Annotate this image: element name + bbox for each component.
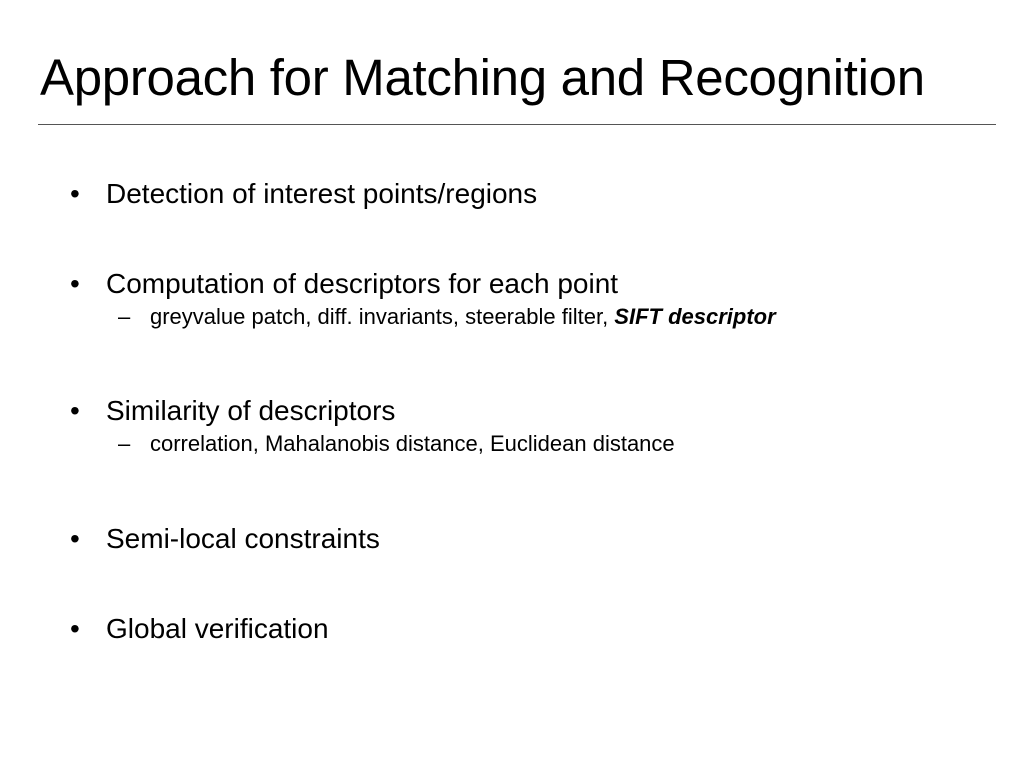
- bullet-marker: •: [70, 395, 80, 426]
- bullet-item-descriptors: [0, 266, 1024, 332]
- bullet-marker: •: [70, 613, 80, 644]
- bullet-text: Computation of descriptors for each point: [106, 268, 619, 299]
- bullet-text: Semi-local constraints: [106, 523, 380, 554]
- bullet-marker: •: [70, 268, 80, 299]
- sub-bullet-text: [150, 302, 776, 332]
- bullet-item-global-verification: [0, 611, 1024, 647]
- bullet-item-detection: [0, 176, 1024, 212]
- bullet-marker: •: [70, 523, 80, 554]
- title-divider: [38, 124, 996, 125]
- sub-bullet-emphasis-text: SIFT descriptor: [614, 304, 776, 329]
- bullet-marker: •: [70, 178, 80, 209]
- sub-bullet-marker: –: [118, 431, 131, 456]
- sub-bullet-item: [0, 302, 1024, 332]
- bullet-item-semi-local: [0, 521, 1024, 557]
- slide-title: Approach for Matching and Recognition: [40, 49, 925, 106]
- sub-bullet-marker: –: [118, 304, 131, 329]
- sub-bullet-text: correlation, Mahalanobis distance, Euclidean distance: [150, 431, 675, 456]
- bullet-text: Similarity of descriptors: [106, 395, 396, 426]
- bullet-text: Global verification: [106, 613, 329, 644]
- bullet-text: Detection of interest points/regions: [106, 178, 538, 209]
- sub-bullet-item: [0, 429, 1024, 459]
- bullet-item-similarity: [0, 393, 1024, 459]
- sub-bullet-plain-text: greyvalue patch, diff. invariants, steerable filter,: [150, 304, 615, 329]
